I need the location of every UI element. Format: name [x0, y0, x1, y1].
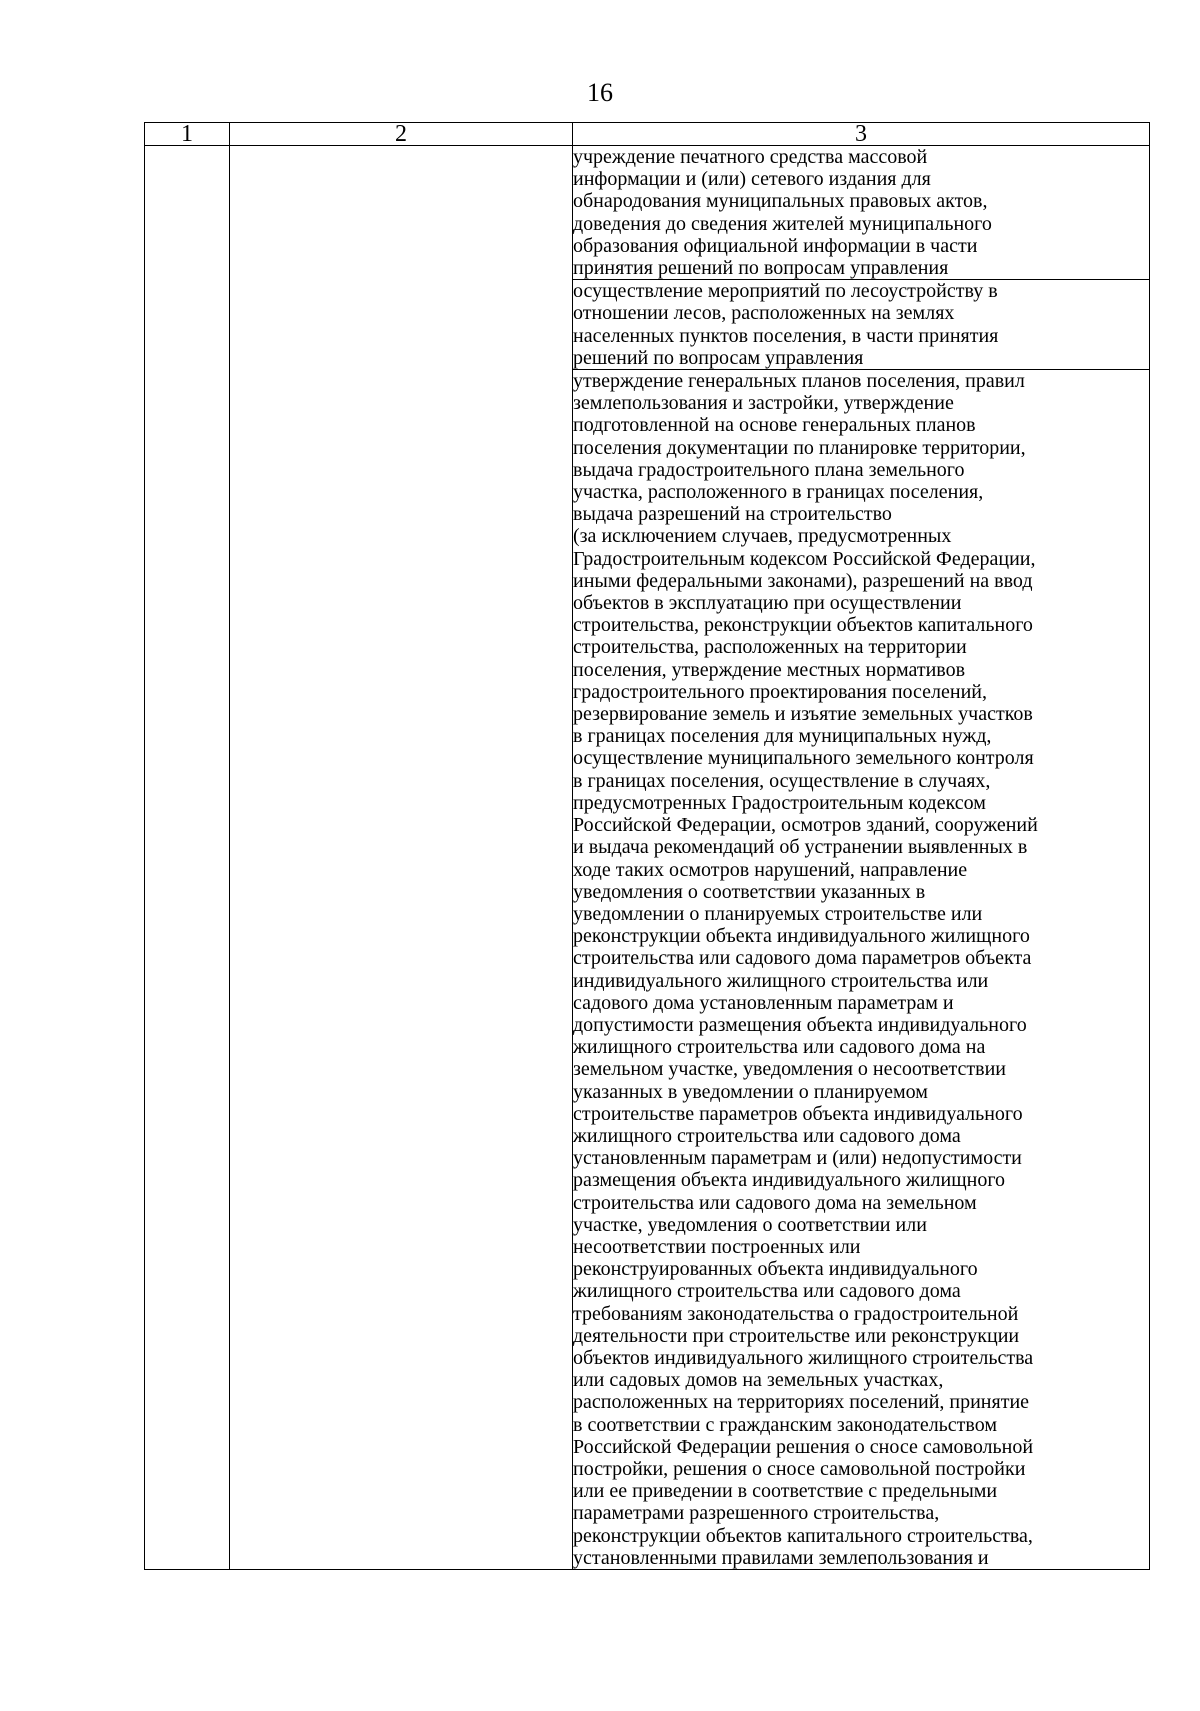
entry-text-line: и выдача рекомендаций об устранении выявленных в [573, 836, 1028, 859]
entry-text-line: садового дома установленным параметрам и [573, 991, 954, 1014]
entry-text-line: выдача разрешений на строительство [573, 503, 892, 526]
entry-text-line: обнародования муниципальных правовых актов, [573, 190, 988, 213]
entry-text-line: в границах поселения, осуществление в случаях, [573, 769, 991, 792]
column-header-3: 3 [573, 123, 1150, 146]
entry-text-line: строительства или садового дома на земельном [573, 1191, 977, 1214]
entry-text-line: поселения документации по планировке территории, [573, 436, 1026, 459]
entry-text-line: или ее приведении в соответствие с предельными [573, 1480, 998, 1503]
entry-text-line: требованиям законодательства о градостроительной [573, 1302, 1019, 1325]
entry-text-line: отношении лесов, расположенных на землях [573, 302, 955, 325]
entry-text-line: жилищного строительства или садового дома [573, 1124, 961, 1147]
column-header-2: 2 [230, 123, 573, 146]
entry-text-line: уведомлении о планируемых строительстве или [573, 902, 983, 925]
table-header-row [145, 123, 1150, 146]
entry-text-line: резервирование земель и изъятие земельных участков [573, 703, 1033, 726]
entry-text-line: подготовленной на основе генеральных планов [573, 414, 976, 437]
entry-text-line: объектов в эксплуатацию при осуществлении [573, 592, 962, 615]
entry-text-line: строительства или садового дома параметров объекта [573, 947, 1032, 970]
entry-text-line: или садовых домов на земельных участках, [573, 1369, 944, 1392]
entry-text-line: осуществление мероприятий по лесоустройству в [573, 280, 998, 303]
column-2-cell [230, 146, 573, 1570]
table-entry-2 [573, 280, 1149, 370]
column-header-1: 1 [145, 123, 230, 146]
entry-text-line: жилищного строительства или садового дома [573, 1280, 961, 1303]
entry-text-line: иными федеральными законами), разрешений на ввод [573, 569, 1033, 592]
entry-text-line: поселения, утверждение местных нормативов [573, 658, 966, 681]
entry-text-line: доведения до сведения жителей муниципального [573, 212, 992, 235]
entry-text-line: жилищного строительства или садового дома на [573, 1036, 986, 1059]
entry-text-line: землепользования и застройки, утверждение [573, 392, 954, 415]
entry-text-line: уведомления о соответствии указанных в [573, 880, 926, 903]
entry-text-line: строительства, реконструкции объектов капитального [573, 614, 1033, 637]
entry-text-line: решений по вопросам управления [573, 346, 864, 369]
entry-text-line: допустимости размещения объекта индивидуального [573, 1013, 1027, 1036]
entry-text-line: установленными правилами землепользования и [573, 1546, 989, 1569]
entry-text-line: Градостроительным кодексом Российской Федерации, [573, 547, 1036, 570]
entry-text-line: расположенных на территориях поселений, принятие [573, 1391, 1030, 1414]
entry-text-line: участке, уведомления о соответствии или [573, 1213, 927, 1236]
column-3-cell [573, 146, 1150, 1570]
entry-text-line: предусмотренных Градостроительным кодексом [573, 791, 986, 814]
entry-text-line: в границах поселения для муниципальных нужд, [573, 725, 992, 748]
entry-text-line: несоответствии построенных или [573, 1235, 861, 1258]
entry-text-line: реконструированных объекта индивидуального [573, 1258, 978, 1281]
entry-text-line: постройки, решения о сносе самовольной постройки [573, 1457, 1026, 1480]
entry-text-line: утверждение генеральных планов поселения, правил [573, 370, 1025, 393]
table-entry-1 [573, 146, 1149, 280]
entry-text-line: образования официальной информации в части [573, 234, 978, 257]
entry-text-line: индивидуального жилищного строительства или [573, 969, 989, 992]
entry-text-line: строительства, расположенных на территории [573, 636, 967, 659]
entry-text-line: осуществление муниципального земельного контроля [573, 747, 1034, 770]
entry-text-line: земельном участке, уведомления о несоответствии [573, 1058, 1006, 1081]
entry-text-line: в соответствии с гражданским законодательством [573, 1413, 997, 1436]
entry-text-line: учреждение печатного средства массовой [573, 146, 928, 168]
entry-text-line: населенных пунктов поселения, в части принятия [573, 324, 999, 347]
entry-text-line: объектов индивидуального жилищного строительства [573, 1346, 1034, 1369]
entry-text-line: строительстве параметров объекта индивидуального [573, 1102, 1023, 1125]
entry-text-line: (за исключением случаев, предусмотренных [573, 525, 952, 548]
entry-text-line: реконструкции объектов капитального строительства, [573, 1524, 1033, 1547]
entry-text-line: градостроительного проектирования поселений, [573, 680, 987, 703]
entry-text-line: реконструкции объекта индивидуального жилищного [573, 925, 1030, 948]
entry-text-line: ходе таких осмотров нарушений, направление [573, 858, 968, 881]
entry-text-line: установленным параметрам и (или) недопустимости [573, 1147, 1022, 1170]
entry-text-line: информации и (или) сетевого издания для [573, 168, 931, 191]
column-1-cell [145, 146, 230, 1570]
page-number: 16 [587, 78, 613, 107]
table-row [145, 146, 1150, 1570]
entry-text-line: деятельности при строительстве или реконструкции [573, 1324, 1020, 1347]
entry-text-line: размещения объекта индивидуального жилищного [573, 1169, 1006, 1192]
entry-text-line: Российской Федерации решения о сносе самовольной [573, 1435, 1034, 1458]
entry-text-line: указанных в уведомлении о планируемом [573, 1080, 928, 1103]
entry-text-line: параметрами разрешенного строительства, [573, 1502, 940, 1525]
entry-text-line: выдача градостроительного плана земельного [573, 458, 965, 481]
column-3-entries [573, 146, 1149, 1569]
entry-text-line: Российской Федерации, осмотров зданий, сооружений [573, 814, 1038, 837]
document-table [144, 122, 1150, 1570]
entry-text-line: принятия решений по вопросам управления [573, 257, 949, 280]
table-entry-3 [573, 370, 1149, 1569]
entry-text-line: участка, расположенного в границах поселения, [573, 481, 984, 504]
